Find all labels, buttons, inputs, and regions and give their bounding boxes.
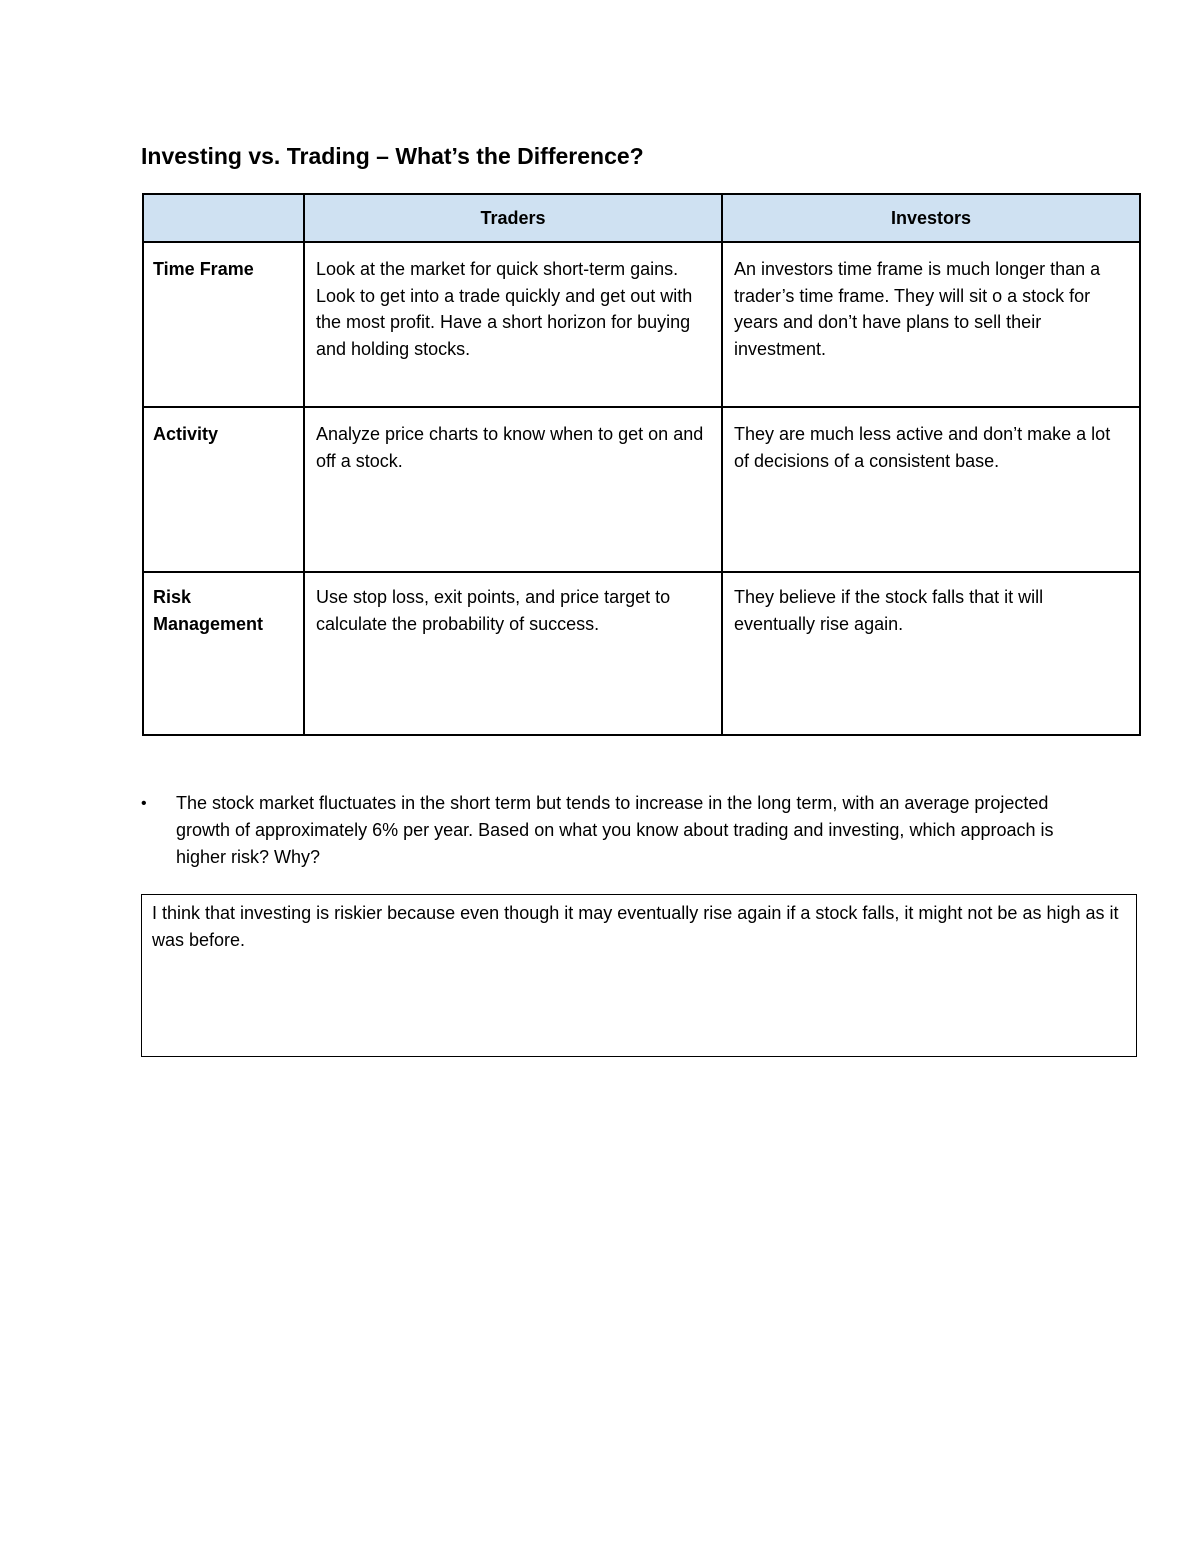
- traders-time-frame: Look at the market for quick short-term gains. Look to get into a trade quickly and get out with the most profit. Have a short horizon for buying and holding stocks.: [304, 242, 722, 407]
- investors-activity: They are much less active and don’t make a lot of decisions of a consistent base.: [722, 407, 1140, 572]
- investors-risk-management: They believe if the stock falls that it will eventually rise again.: [722, 572, 1140, 735]
- table-header-row: [143, 194, 1140, 242]
- table-row: [143, 572, 1140, 735]
- investors-time-frame: An investors time frame is much longer than a trader’s time frame. They will sit o a stock for years and don’t have plans to sell their investment.: [722, 242, 1140, 407]
- bullet-icon: •: [141, 795, 147, 812]
- header-cell-traders: Traders: [304, 194, 722, 242]
- header-cell-empty: [143, 194, 304, 242]
- header-cell-investors: Investors: [722, 194, 1140, 242]
- document-title: Investing vs. Trading – What’s the Difference?: [141, 143, 644, 169]
- row-label-risk-management: Risk Management: [143, 572, 304, 735]
- row-label-time-frame: Time Frame: [143, 242, 304, 407]
- answer-box[interactable]: I think that investing is riskier because even though it may eventually rise again if a stock falls, it might not be as high as it was before.: [141, 894, 1137, 1057]
- comparison-table: [142, 193, 1141, 736]
- traders-risk-management: Use stop loss, exit points, and price target to calculate the probability of success.: [304, 572, 722, 735]
- table-row: [143, 242, 1140, 407]
- question-text: The stock market fluctuates in the short term but tends to increase in the long term, with an average projected growth of approximately 6% per year. Based on what you know about trading and investing, which approach is higher risk? Why?: [176, 793, 1054, 867]
- table-row: [143, 407, 1140, 572]
- traders-activity: Analyze price charts to know when to get on and off a stock.: [304, 407, 722, 572]
- row-label-activity: Activity: [143, 407, 304, 572]
